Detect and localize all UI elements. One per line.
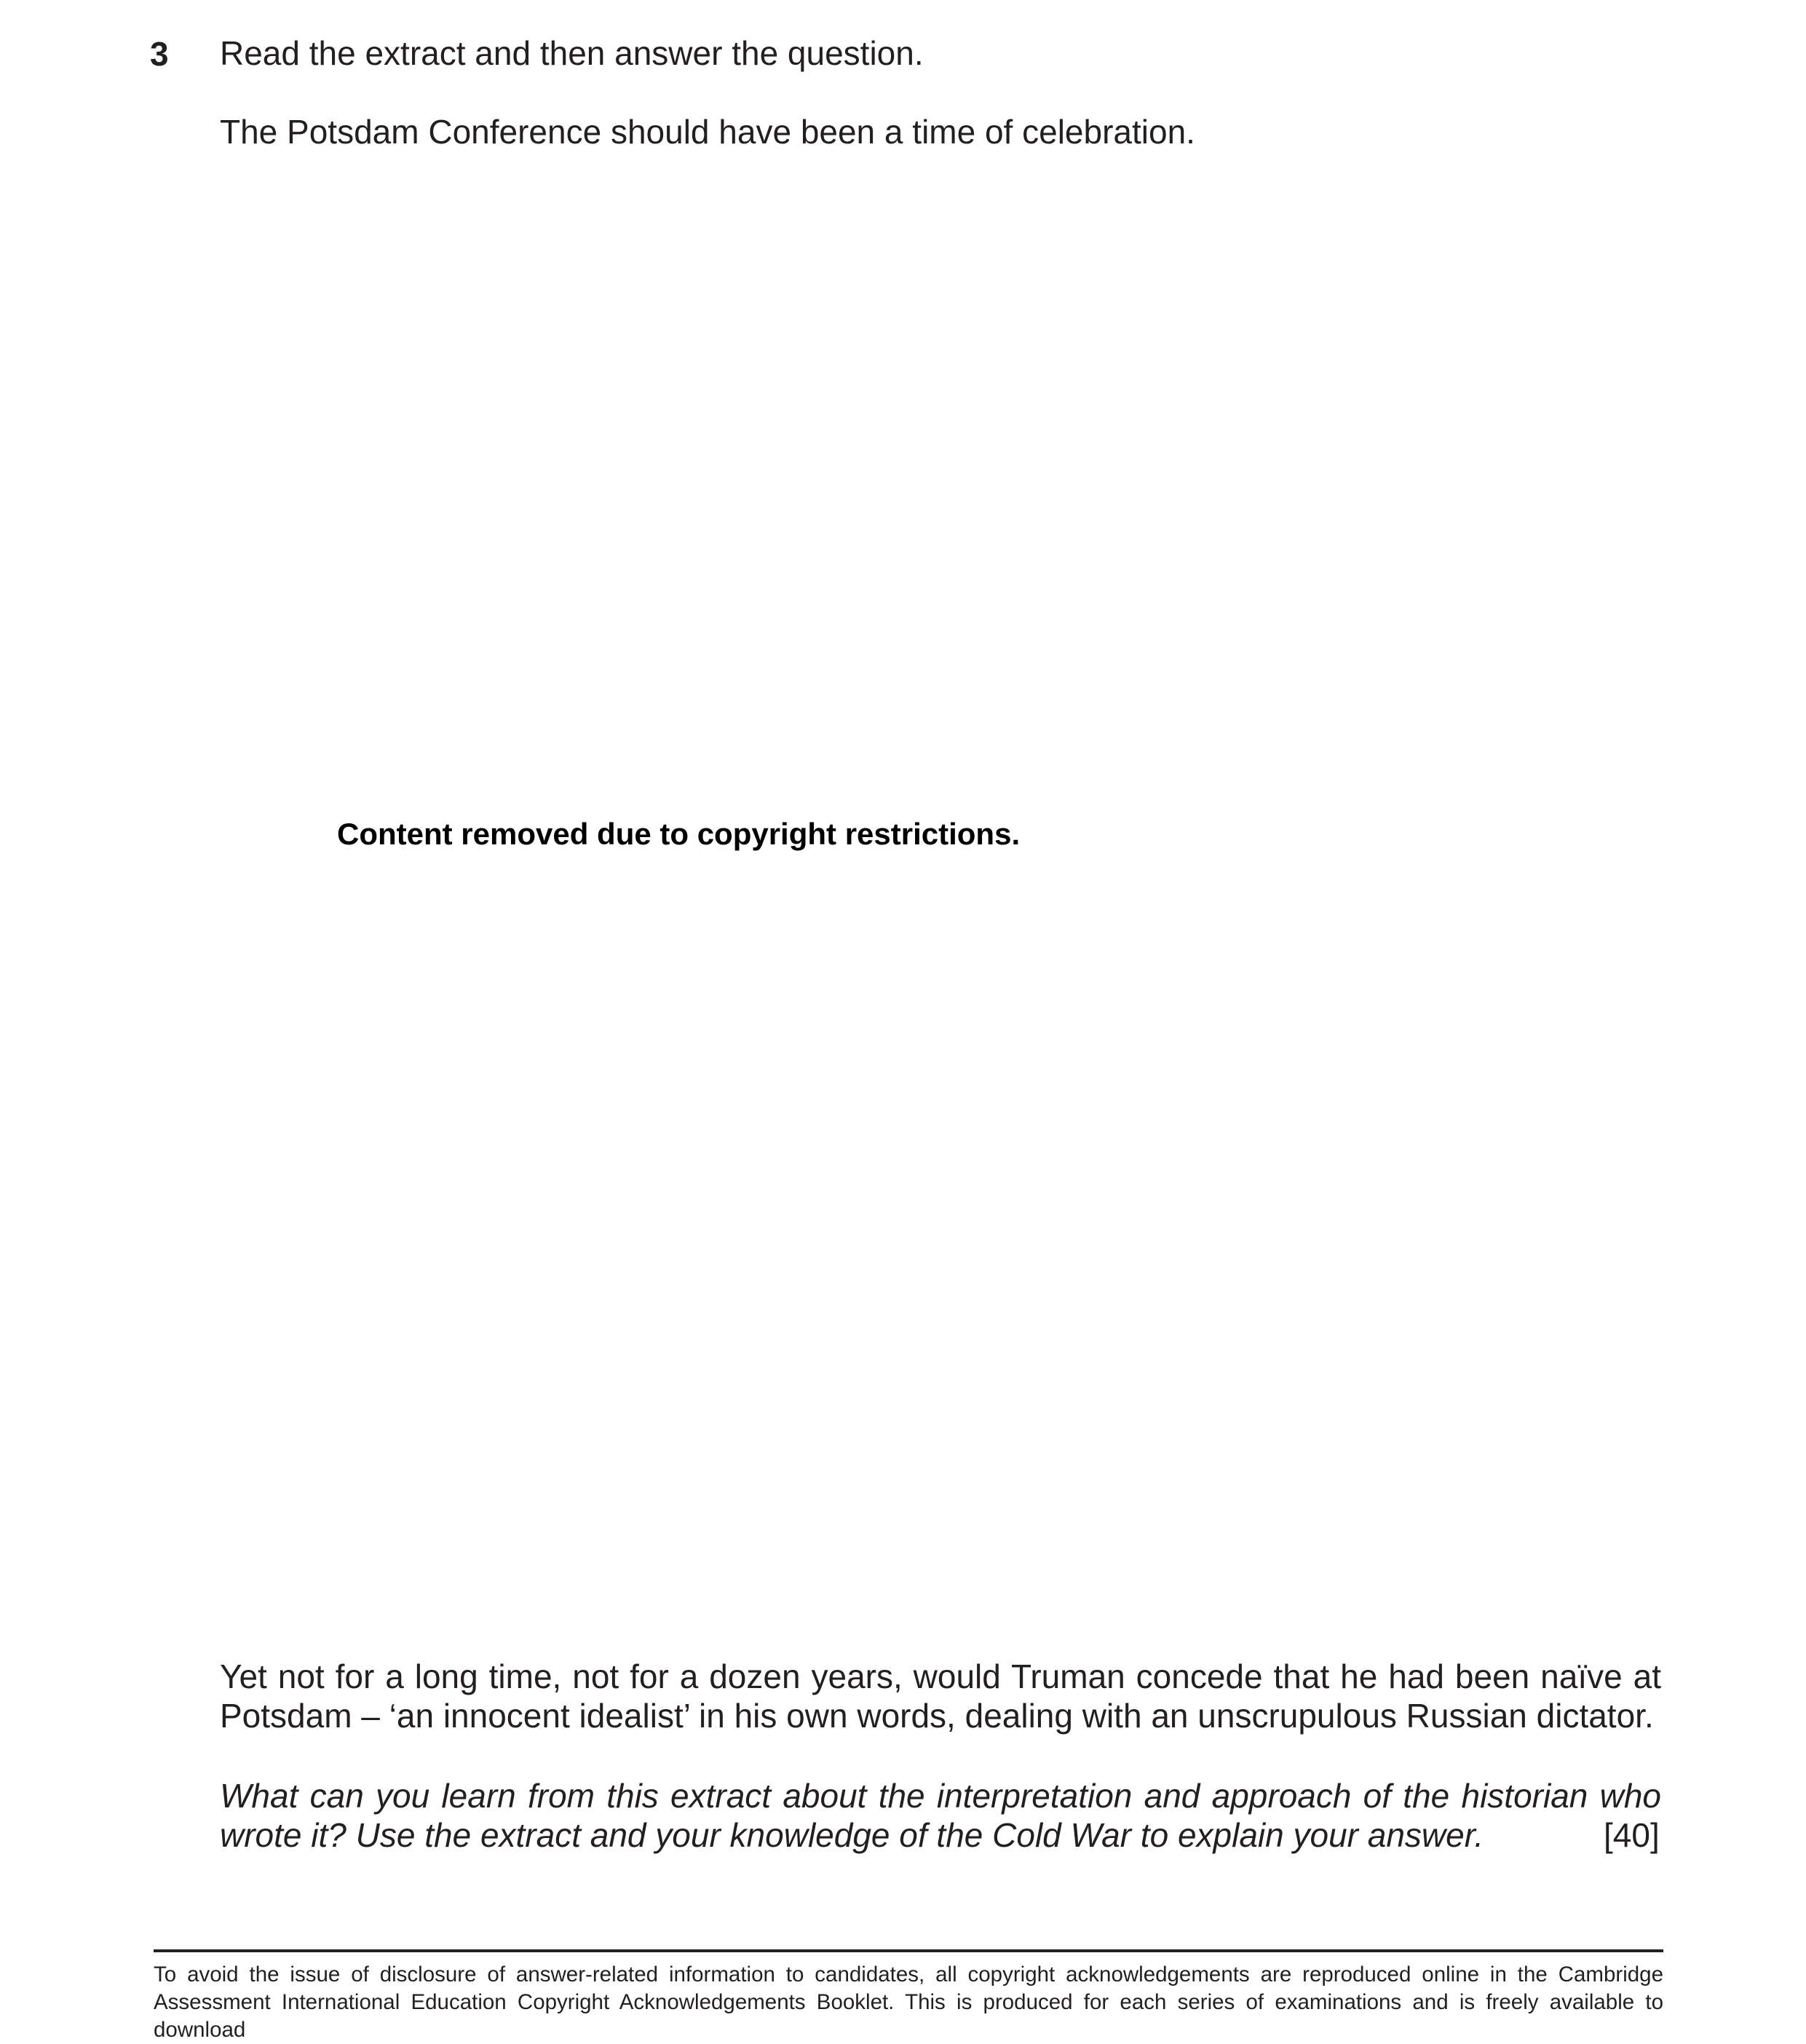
question-prompt: What can you learn from this extract about the interpretation and approach of the historian who wrote it? Use the extract and your knowledge of the Cold War to explain your answer. (220, 1777, 1661, 1854)
copyright-removed-notice: Content removed due to copyright restrictions. (337, 817, 1021, 851)
question-instruction: Read the extract and then answer the question. (220, 34, 924, 72)
footer-divider (154, 1949, 1663, 1952)
footer-copyright-notice: To avoid the issue of disclosure of answer-related information to candidates, all copyright acknowledgements are reproduced online in the Cambridge Assessment International Education Copyright Acknowledgements Booklet. This is produced for each series of examinations and is freely available to download (154, 1962, 1663, 2042)
question-marks: [40] (1604, 1816, 1660, 1854)
extract-opening-line: The Potsdam Conference should have been a time of celebration. (220, 113, 1195, 151)
extract-closing-paragraph: Yet not for a long time, not for a dozen years, would Truman concede that he had been naïve at Potsdam – ‘an innocent idealist’ in his own words, dealing with an unscrupulous Russian dictator. (220, 1657, 1661, 1735)
question-number: 3 (150, 35, 169, 73)
